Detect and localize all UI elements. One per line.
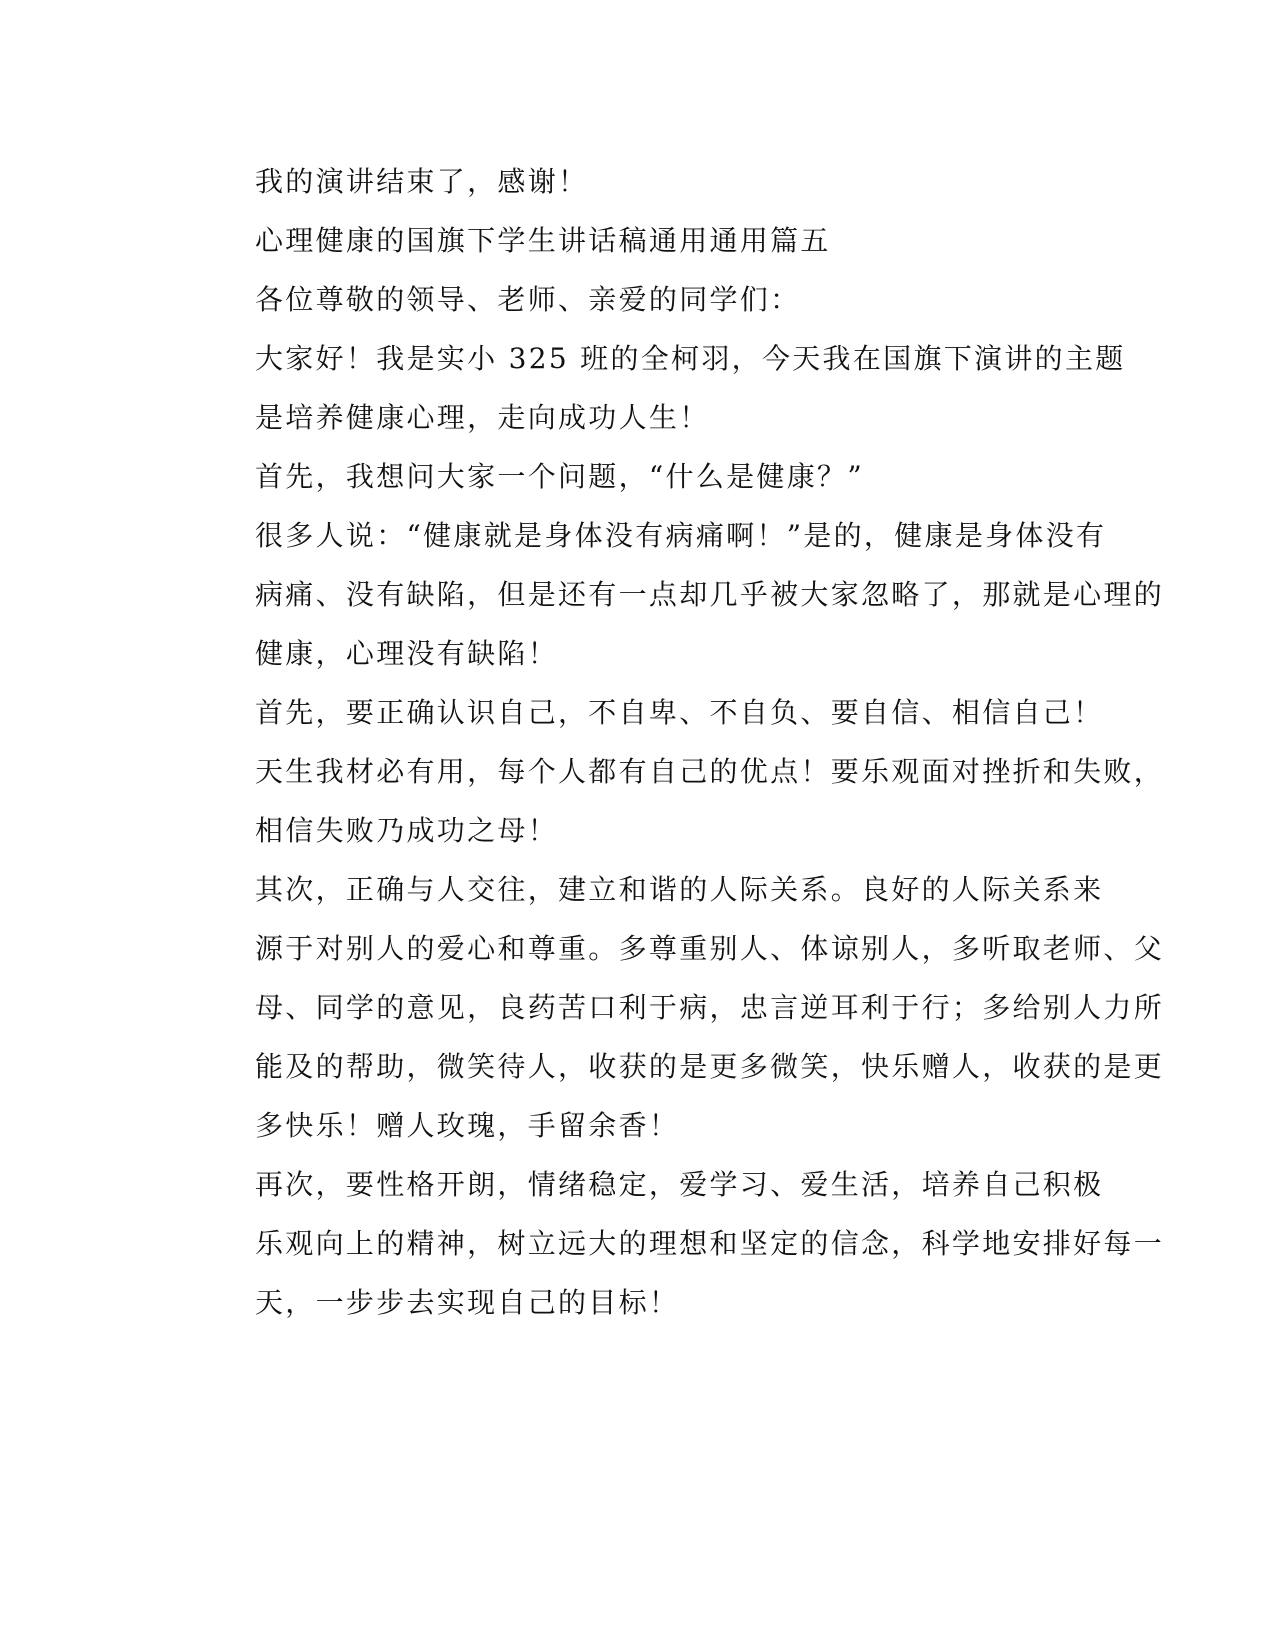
text-line: 病痛、没有缺陷，但是还有一点却几乎被大家忽略了，那就是心理的 <box>255 578 1165 611</box>
paragraph-point-one <box>183 683 1165 860</box>
text-line: 各位尊敬的领导、老师、亲爱的同学们： <box>255 283 801 316</box>
paragraph-greeting <box>183 329 1126 447</box>
paragraph-salutation <box>183 270 1063 329</box>
text-line: 心理健康的国旗下学生讲话稿通用通用篇五 <box>255 224 831 257</box>
document-body <box>183 152 1165 1332</box>
text-line: 首先，要正确认识自己，不自卑、不自负、要自信、相信自己！ <box>255 696 1104 729</box>
text-line: 健康，心理没有缺陷！ <box>255 637 559 670</box>
text-line: 是培养健康心理，走向成功人生！ <box>255 401 710 434</box>
text-line: 首先，我想问大家一个问题，“什么是健康？” <box>255 460 864 493</box>
text-line: 相信失败乃成功之母！ <box>255 814 559 847</box>
text-line: 能及的帮助，微笑待人，收获的是更多微笑，快乐赠人，收获的是更 <box>255 1050 1165 1083</box>
text-line: 很多人说：“健康就是身体没有病痛啊！”是的，健康是身体没有 <box>255 519 1107 552</box>
paragraph-point-two <box>183 860 1165 1155</box>
text-line: 我的演讲结束了，感谢！ <box>255 165 589 198</box>
text-line: 其次，正确与人交往，建立和谐的人际关系。良好的人际关系来 <box>255 873 1104 906</box>
text-line: 多快乐！赠人玫瑰，手留余香！ <box>255 1109 680 1142</box>
section-heading <box>183 211 1063 270</box>
text-line: 天，一步步去实现自己的目标！ <box>255 1286 680 1319</box>
paragraph-question <box>183 447 1063 506</box>
text-line: 母、同学的意见，良药苦口利于病，忠言逆耳利于行；多给别人力所 <box>255 991 1165 1024</box>
paragraph-definition <box>183 506 1165 683</box>
paragraph-point-three <box>183 1155 1165 1332</box>
text-line: 乐观向上的精神，树立远大的理想和坚定的信念，科学地安排好每一 <box>255 1227 1165 1260</box>
text-line: 大家好！我是实小 325 班的全柯羽，今天我在国旗下演讲的主题 <box>255 342 1126 375</box>
text-line: 天生我材必有用，每个人都有自己的优点！要乐观面对挫折和失败， <box>255 755 1165 788</box>
paragraph-closing <box>183 152 1063 211</box>
text-line: 源于对别人的爱心和尊重。多尊重别人、体谅别人，多听取老师、父 <box>255 932 1165 965</box>
text-line: 再次，要性格开朗，情绪稳定，爱学习、爱生活，培养自己积极 <box>255 1168 1104 1201</box>
